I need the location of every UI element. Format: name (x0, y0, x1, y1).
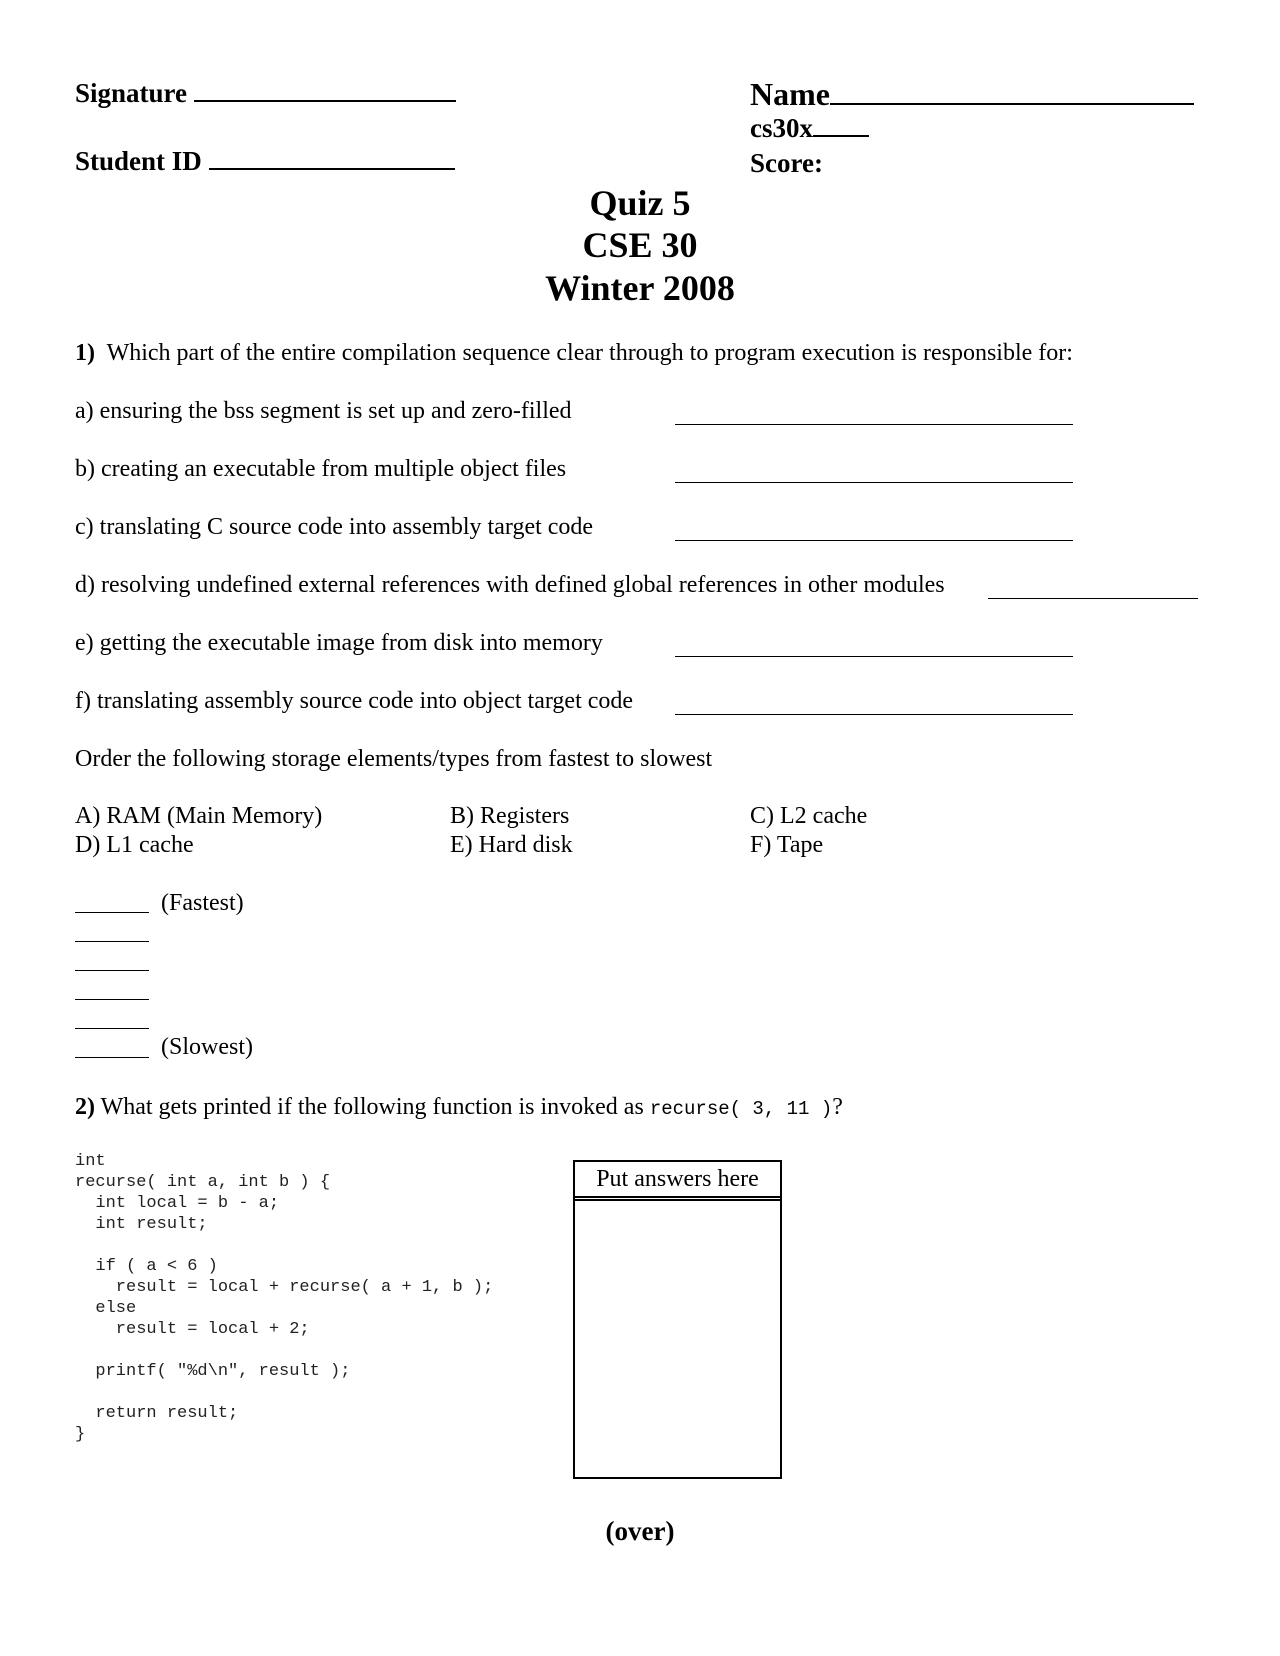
name-field (750, 76, 1194, 113)
q1-question (75, 340, 1073, 367)
option-a: A) RAM (Main Memory) (75, 803, 323, 829)
q1-text: Which part of the entire compilation sequence clear through to program execution is responsible for: (106, 340, 1073, 366)
q2-number: 2) (75, 1094, 95, 1120)
code-block: int recurse( int a, int b ) { int local = b - a; int result; if ( a < 6 ) result = local + recurse( a + 1, b ); else result = local + 2; printf( "%d\n", result ); return result; } (75, 1152, 494, 1444)
option-d: D) L1 cache (75, 832, 194, 858)
order-blank-1[interactable] (75, 912, 149, 913)
q1-item-b: b) creating an executable from multiple object files (75, 456, 567, 482)
q1-item-c: c) translating C source code into assembly target code (75, 514, 594, 540)
name-line (830, 103, 1194, 105)
q1-item-a: a) ensuring the bss segment is set up and zero-filled (75, 398, 572, 424)
answer-blank-a[interactable] (675, 424, 1073, 425)
q2-call: recurse( 3, 11 ) (649, 1098, 833, 1120)
quiz-title: Quiz 5 (589, 183, 691, 223)
option-e: E) Hard disk (450, 832, 573, 858)
order-blank-5[interactable] (75, 1028, 149, 1029)
term-title: Winter 2008 (545, 268, 735, 308)
score-label: Score: (750, 148, 823, 178)
q2-question-end: ? (832, 1094, 843, 1120)
answer-blank-c[interactable] (675, 540, 1073, 541)
answer-area[interactable] (575, 1201, 780, 1471)
option-c: C) L2 cache (750, 803, 868, 829)
order-blank-2[interactable] (75, 941, 149, 942)
q2-question (75, 1094, 843, 1121)
section-line (813, 135, 869, 137)
signature-line (194, 100, 456, 102)
q1-number: 1) (75, 340, 95, 366)
answer-blank-e[interactable] (675, 656, 1073, 657)
section-label: cs30x (750, 113, 813, 143)
answer-blank-f[interactable] (675, 714, 1073, 715)
q1-item-e: e) getting the executable image from disk into memory (75, 630, 603, 656)
slowest-label: (Slowest) (161, 1034, 253, 1060)
signature-field (75, 78, 456, 109)
course-title: CSE 30 (582, 225, 698, 265)
order-prompt: Order the following storage elements/types from fastest to slowest (75, 746, 713, 772)
signature-label: Signature (75, 78, 188, 108)
option-f: F) Tape (750, 832, 824, 858)
order-blank-3[interactable] (75, 970, 149, 971)
answer-box-label: Put answers here (575, 1162, 780, 1201)
fastest-label: (Fastest) (161, 890, 244, 916)
over-label: (over) (605, 1516, 675, 1546)
option-b: B) Registers (450, 803, 570, 829)
name-label: Name (750, 76, 830, 112)
answer-box (573, 1160, 782, 1479)
q1-item-f: f) translating assembly source code into object target code (75, 688, 634, 714)
student-id-line (209, 168, 455, 170)
order-blank-6[interactable] (75, 1057, 149, 1058)
student-id-label: Student ID (75, 146, 202, 176)
section-field (750, 113, 869, 144)
q2-text: What gets printed if the following function is invoked as (100, 1094, 644, 1120)
answer-blank-d[interactable] (988, 598, 1198, 599)
answer-blank-b[interactable] (675, 482, 1073, 483)
order-blank-4[interactable] (75, 999, 149, 1000)
q1-item-d: d) resolving undefined external references with defined global references in other modules (75, 572, 945, 598)
student-id-field (75, 146, 455, 177)
